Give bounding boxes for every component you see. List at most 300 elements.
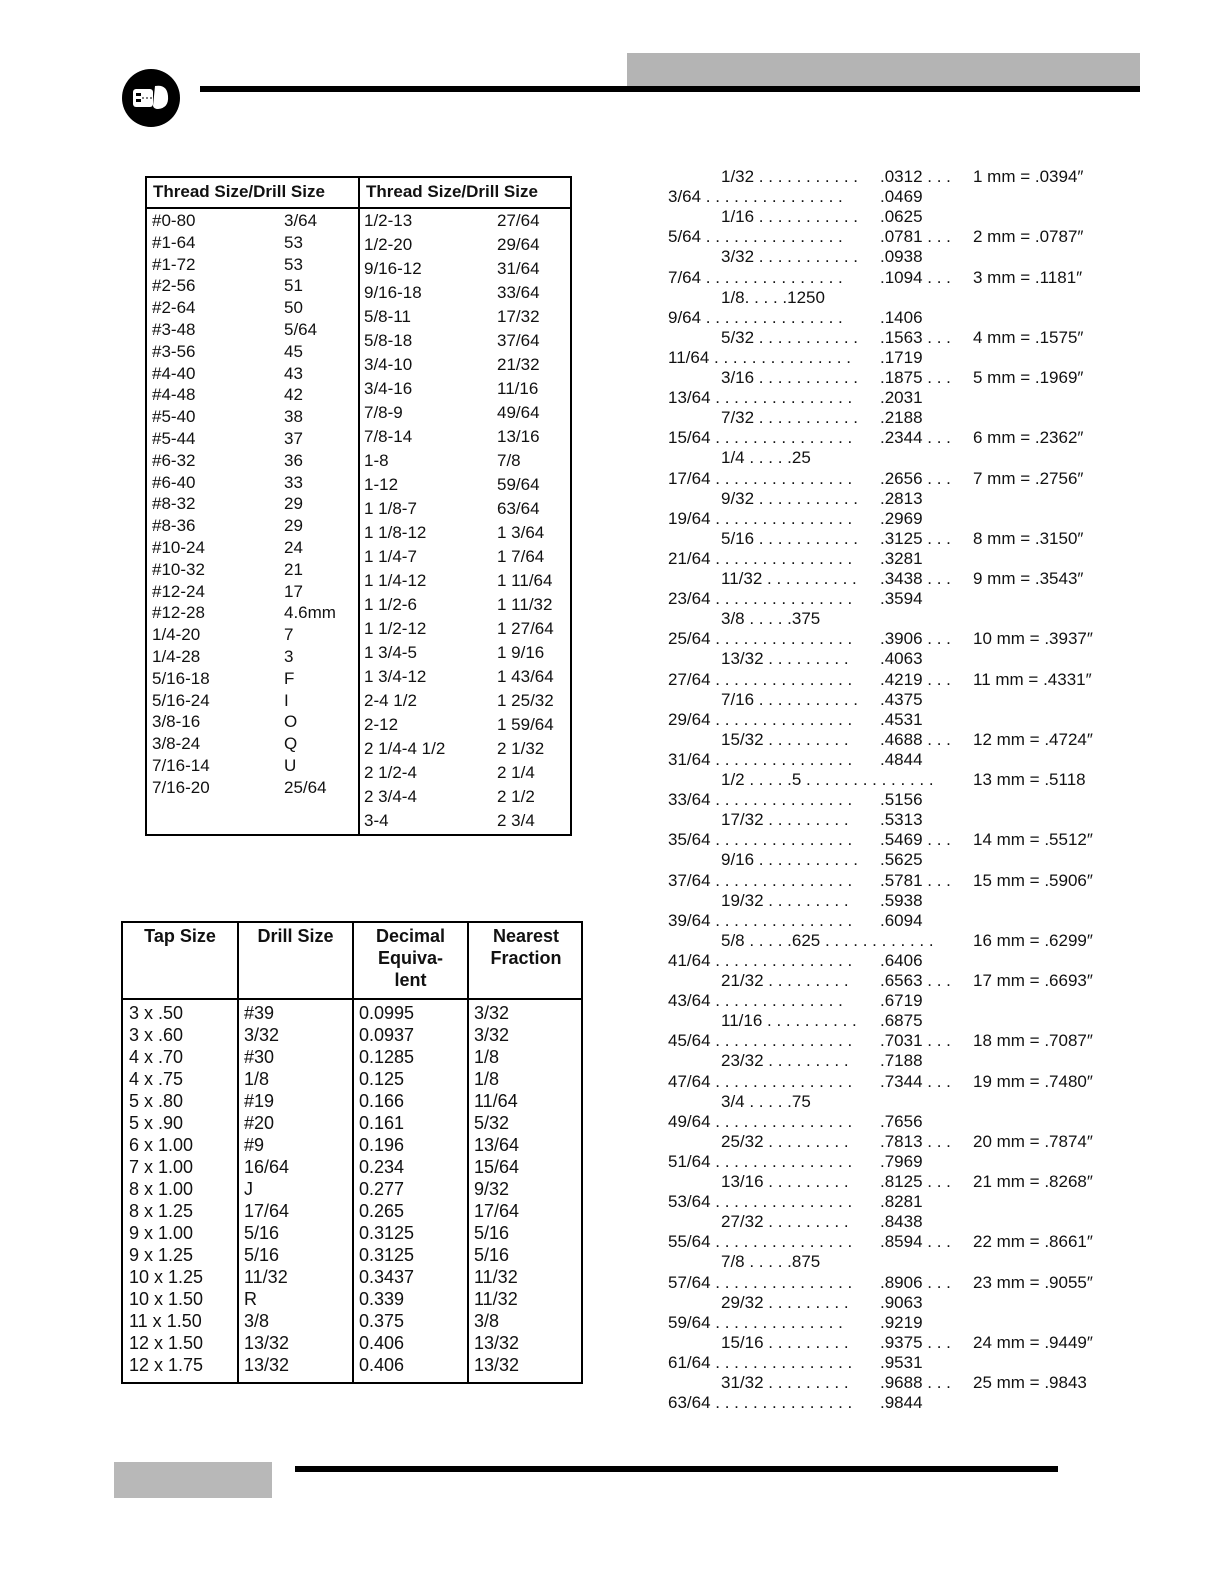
drill-size: 3/64 [284,211,318,230]
list-item [0,1373,1120,1393]
metric-equivalent: 11 mm = .4331″ [973,669,1092,689]
drill-size: 1 7/64 [497,547,545,566]
list-item [0,1112,1120,1132]
fraction-64th: 29/64 . . . . . . . . . . . . . . . [668,709,853,729]
decimal-value: .1094 . . . [880,267,951,287]
decimal-value: .7813 . . . [880,1131,951,1151]
decimal-equivalent: 0.0937 [359,1025,415,1045]
decimal-value: .5781 . . . [880,870,951,890]
list-item [0,1252,1120,1272]
fraction-64th: 51/64 . . . . . . . . . . . . . . . [668,1151,853,1171]
drill-size: 37 [284,429,303,448]
list-item [0,408,1120,428]
decimal-value: .4375 [880,689,923,709]
list-item [0,288,1120,308]
decimal-value: .1406 [880,307,923,327]
fraction-64th: 47/64 . . . . . . . . . . . . . . . [668,1071,853,1091]
thread-size: 1-12 [364,475,399,494]
fraction-major: 11/16 . . . . . . . . . . [721,1011,857,1031]
tap-size: 9 x 1.00 [129,1223,194,1243]
drill-size: 1 3/64 [497,523,545,542]
thread-size: 1/2-20 [364,235,413,254]
decimal-value: .0469 [880,187,923,207]
decimal-value: .5625 [880,850,923,870]
header-decimal-line3: lent [394,970,427,990]
drill-size: 3 [284,647,294,666]
fraction-64th: 11/64 . . . . . . . . . . . . . . . [668,347,851,367]
decimal-value: .2656 . . . [880,468,951,488]
list-item [0,247,1120,267]
drill-size: F [284,668,295,688]
decimal-equivalent: 0.277 [359,1179,405,1199]
thread-size: 3-4 [364,811,389,830]
tap-size: 12 x 1.50 [129,1333,204,1353]
fraction-major: 1/32 . . . . . . . . . . . [721,167,858,186]
fraction-major: 11/32 . . . . . . . . . . [721,569,857,588]
metric-equivalent: 17 mm = .6693″ [973,971,1093,990]
fraction-major: 9/32 . . . . . . . . . . . [721,488,858,508]
decimal-value: .7344 . . . [880,1071,951,1091]
decimal-value: .8281 [880,1192,923,1212]
fraction-64th: 27/64 . . . . . . . . . . . . . . . [668,669,853,689]
drill-size: 36 [284,450,303,470]
drill-size: 1 11/64 [497,571,553,590]
metric-equivalent: 20 mm = .7874″ [973,1131,1093,1151]
fraction-64th: 37/64 . . . . . . . . . . . . . . . [668,870,853,890]
nearest-fraction: 1/8 [474,1047,500,1067]
list-item [0,609,1120,629]
list-item [0,649,1120,669]
drill-size: I [284,690,289,710]
decimal-value: .8438 [880,1212,923,1232]
metric-equivalent: 19 mm = .7480″ [973,1071,1093,1091]
fraction-major: 17/32 . . . . . . . . . [721,810,849,830]
list-item [0,1192,1120,1212]
list-item [0,1393,1120,1413]
drill-size: 2 1/4 [497,763,535,782]
list-item [0,830,1120,850]
tap-size: 10 x 1.25 [129,1267,204,1287]
decimal-value: .9375 . . . [880,1332,951,1352]
thread-size: 1 1/8-12 [364,523,427,542]
drill-size: 29 [284,516,303,536]
fraction-64th: 13/64 . . . . . . . . . . . . . . . [668,388,853,408]
drill-size: 42 [284,385,303,405]
nearest-fraction: 15/64 [474,1157,520,1177]
fraction-major: 1/4 . . . . .25 [721,448,811,468]
tap-size: 10 x 1.50 [129,1289,204,1309]
list-item [0,368,1120,388]
fraction-major: 25/32 . . . . . . . . . [721,1131,849,1151]
decimal-value: .3438 . . . [880,569,951,588]
list-item [0,1152,1120,1172]
metric-equivalent: 6 mm = .2362″ [973,428,1084,448]
decimal-value: .3594 [880,589,923,609]
thread-size: 5/8-11 [364,307,411,326]
metric-equivalent: 4 mm = .1575″ [973,327,1084,347]
list-item [0,1072,1120,1092]
fraction-major: 5/16 . . . . . . . . . . . [721,528,858,548]
thread-size: 2 3/4-4 [364,787,417,806]
header-nearest-line2: Fraction [490,948,562,968]
nearest-fraction: 13/32 [474,1333,520,1353]
fraction-64th: 9/64 . . . . . . . . . . . . . . . [668,307,843,327]
decimal-value: .0938 [880,247,923,267]
list-item [0,1172,1120,1192]
drill-size: Q [284,734,298,754]
drill-size: 2 3/4 [497,811,535,830]
decimal-value: .0625 [880,207,923,227]
thread-size: 9/16-12 [364,259,422,278]
tap-size: 3 x .50 [129,1003,184,1023]
metric-equivalent: 23 mm = .9055″ [973,1272,1093,1292]
tap-size: 4 x .70 [129,1047,184,1067]
fraction-64th: 7/64 . . . . . . . . . . . . . . . [668,267,843,287]
fraction-64th: 59/64 . . . . . . . . . . . . . . [668,1312,843,1332]
decimal-value: .8906 . . . [880,1272,951,1292]
list-item [0,1232,1120,1252]
drill-size: 1 11/32 [497,595,553,614]
fraction-major: 5/32 . . . . . . . . . . . [721,327,858,347]
list-item [0,489,1120,509]
fraction-major: 19/32 . . . . . . . . . [721,890,849,910]
drill-size: 3/32 [244,1025,280,1045]
list-item [0,1011,1120,1031]
thread-size: #8-36 [152,516,196,536]
drill-size: #30 [244,1047,275,1067]
drill-size: 33 [284,472,303,492]
decimal-value: .2188 [880,408,923,428]
fraction-64th: 35/64 . . . . . . . . . . . . . . . [668,830,853,850]
list-item [0,388,1120,408]
metric-equivalent: 25 mm = .9843 [973,1373,1087,1392]
thread-size: 7/8-14 [364,427,413,446]
drill-size: 1 43/64 [497,667,554,686]
fraction-major: 13/16 . . . . . . . . . [721,1172,849,1191]
thread-size: 1 1/4-12 [364,571,427,590]
nearest-fraction: 13/64 [474,1135,520,1155]
fraction-major: 27/32 . . . . . . . . . [721,1212,849,1232]
list-item [0,871,1120,891]
thread-size: #0-80 [152,211,196,230]
drill-size: 1 9/16 [497,643,545,662]
decimal-value: .9844 [880,1393,923,1413]
list-item [0,810,1120,830]
decimal-value: .6563 . . . [880,971,951,990]
fraction-major: 5/8 . . . . .625 . . . . . . . . . . . . [721,930,934,950]
metric-equivalent: 8 mm = .3150″ [973,528,1084,548]
list-item [0,931,1120,951]
decimal-equivalent: 0.339 [359,1289,405,1309]
list-item [0,509,1120,529]
header-decimal-line2: Equiva- [377,948,443,968]
tap-size: 8 x 1.00 [129,1179,194,1199]
fraction-64th: 57/64 . . . . . . . . . . . . . . . [668,1272,853,1292]
drill-size: 59/64 [497,475,540,494]
list-item [0,629,1120,649]
tap-size: 5 x .80 [129,1091,184,1111]
drill-size: 13/32 [244,1355,290,1375]
list-item [0,529,1120,549]
thread-size: 3/4-10 [364,355,413,374]
metric-equivalent: 22 mm = .8661″ [973,1232,1093,1252]
tap-size: 5 x .90 [129,1113,184,1133]
drill-size: #9 [244,1135,265,1155]
list-item [0,730,1120,750]
drill-size: O [284,712,298,732]
fraction-64th: 39/64 . . . . . . . . . . . . . . . [668,910,853,930]
tap-size: 9 x 1.25 [129,1245,194,1265]
nearest-fraction: 3/32 [474,1003,510,1023]
metric-equivalent: 21 mm = .8268″ [973,1172,1093,1191]
thread-header-left: Thread Size/Drill Size [153,182,325,201]
metric-equivalent: 14 mm = .5512″ [973,830,1093,850]
drill-size: 5/16 [244,1245,280,1265]
decimal-value: .2031 [880,388,923,408]
fraction-major: 13/32 . . . . . . . . . [721,649,849,669]
thread-size: #4-48 [152,385,196,405]
drill-size: #39 [244,1003,275,1023]
nearest-fraction: 3/8 [474,1311,500,1331]
drill-size: 11/16 [497,379,539,398]
thread-size: 1/2-13 [364,211,413,230]
list-item [0,690,1120,710]
list-item [0,770,1120,790]
decimal-equivalent: 0.125 [359,1069,405,1089]
decimal-value: .7031 . . . [880,1031,951,1051]
list-item [0,268,1120,288]
decimal-equivalent: 0.196 [359,1135,405,1155]
thread-size: 7/8-9 [364,403,403,422]
thread-size: 7/16-20 [152,777,210,797]
metric-equivalent: 12 mm = .4724″ [973,729,1093,749]
drill-size: 17/64 [244,1201,290,1221]
tap-size: 11 x 1.50 [129,1311,202,1331]
nearest-fraction: 11/64 [474,1091,518,1111]
fraction-major: 31/32 . . . . . . . . . [721,1373,849,1392]
decimal-value: .4531 [880,709,923,729]
decimal-equivalent: 0.161 [359,1113,405,1133]
fraction-major: 7/16 . . . . . . . . . . . [721,689,858,709]
drill-size: 16/64 [244,1157,290,1177]
list-item [0,448,1120,468]
drill-size: 13/16 [497,427,540,446]
thread-header-right: Thread Size/Drill Size [366,182,538,201]
decimal-equivalent: 0.265 [359,1201,405,1221]
thread-size: #2-56 [152,276,196,296]
decimal-value: .5156 [880,790,923,810]
drill-size: R [244,1289,257,1309]
fraction-major: 1/2 . . . . .5 . . . . . . . . . . . . . . [721,770,934,789]
drill-size: 13/32 [244,1333,290,1353]
header-drill-size: Drill Size [257,926,334,946]
decimal-value: .8594 . . . [880,1232,951,1252]
metric-equivalent: 5 mm = .1969″ [973,368,1084,387]
fraction-major: 1/8. . . . .1250 [721,287,825,307]
decimal-equivalent: 0.406 [359,1333,405,1353]
list-item [0,750,1120,770]
fraction-64th: 17/64 . . . . . . . . . . . . . . . [668,468,853,488]
list-item [0,1092,1120,1112]
fraction-major: 3/8 . . . . .375 [721,609,821,629]
thread-size: 1 1/4-7 [364,547,417,566]
drill-size: 2 1/2 [497,787,535,806]
thread-size: #10-32 [152,559,205,579]
fraction-major: 23/32 . . . . . . . . . [721,1051,849,1071]
decimal-value: .9063 [880,1292,923,1312]
footer-gray-bar [114,1462,272,1498]
decimal-value: .3281 [880,548,923,568]
fraction-major: 3/32 . . . . . . . . . . . [721,247,858,267]
list-item [0,991,1120,1011]
decimal-equivalent: 0.1285 [359,1047,415,1067]
nearest-fraction: 17/64 [474,1201,520,1221]
thread-size: 1 1/8-7 [364,499,417,518]
thread-size: 3/4-16 [364,379,413,398]
nearest-fraction: 3/32 [474,1025,510,1045]
drill-size: 7 [284,625,294,645]
list-item [0,1333,1120,1353]
drill-size: 63/64 [497,499,540,518]
thread-size: #10-24 [152,538,205,557]
header-nearest-line1: Nearest [492,926,560,946]
nearest-fraction: 9/32 [474,1179,510,1199]
list-item [0,710,1120,730]
decimal-value: .9688 . . . [880,1373,951,1392]
decimal-equivalent: 0.3125 [359,1223,415,1243]
list-item [0,891,1120,911]
thread-size: #4-40 [152,363,196,383]
drill-size: 45 [284,341,303,361]
thread-size: #5-40 [152,407,196,427]
thread-size: 1/4-20 [152,625,201,645]
thread-size: #3-48 [152,320,196,339]
drill-size: U [284,756,297,775]
decimal-equivalent: 0.3125 [359,1245,415,1265]
decimal-value: .7969 [880,1151,923,1171]
drill-size: 1/8 [244,1069,270,1089]
thread-size: 2-12 [364,715,399,734]
decimal-value: .4844 [880,749,923,769]
thread-size: 1 3/4-5 [364,643,417,662]
decimal-value: .5938 [880,890,923,910]
metric-equivalent: 16 mm = .6299″ [973,930,1093,950]
fraction-major: 15/16 . . . . . . . . . [721,1332,849,1352]
thread-size: 9/16-18 [364,283,422,302]
drill-size: 25/64 [284,777,327,797]
decimal-value: .6094 [880,910,923,930]
drill-size: #20 [244,1113,275,1133]
list-item [0,167,1120,187]
decimal-value: .6406 [880,950,923,970]
list-item [0,207,1120,227]
fraction-64th: 33/64 . . . . . . . . . . . . . . . [668,790,853,810]
list-item [0,1293,1120,1313]
tap-size: 12 x 1.75 [129,1355,204,1375]
decimal-value: .2969 [880,508,923,528]
thread-size: 2 1/2-4 [364,763,417,782]
nearest-fraction: 5/32 [474,1113,510,1133]
drill-size: 38 [284,407,303,427]
fraction-major: 15/32 . . . . . . . . . [721,729,849,749]
drill-size: 21/32 [497,355,540,374]
fraction-major: 21/32 . . . . . . . . . [721,971,849,990]
thread-size: 2 1/4-4 1/2 [364,739,446,758]
thread-size: 1-8 [364,451,389,470]
decimal-value: .7656 [880,1111,923,1131]
list-item [0,469,1120,489]
tools-icon [122,69,180,127]
fraction-major: 29/32 . . . . . . . . . [721,1292,849,1312]
fraction-64th: 41/64 . . . . . . . . . . . . . . . [668,950,853,970]
thread-size: 1/4-28 [152,647,201,666]
thread-size: #6-32 [152,450,196,470]
list-item [0,1313,1120,1333]
list-item [0,227,1120,247]
metric-equivalent: 24 mm = .9449″ [973,1332,1093,1352]
list-item [0,790,1120,810]
drill-size: 3/8 [244,1311,270,1331]
list-item [0,911,1120,931]
decimal-value: .5469 . . . [880,830,951,850]
thread-size: #12-28 [152,603,205,623]
fraction-major: 9/16 . . . . . . . . . . . [721,850,858,870]
fraction-64th: 49/64 . . . . . . . . . . . . . . . [668,1111,853,1131]
list-item [0,1132,1120,1152]
nearest-fraction: 5/16 [474,1245,510,1265]
list-item [0,971,1120,991]
drill-size: 5/16 [244,1223,280,1243]
drill-size: 31/64 [497,259,540,278]
decimal-value: .9219 [880,1312,923,1332]
metric-equivalent: 18 mm = .7087″ [973,1031,1093,1051]
list-item [0,589,1120,609]
decimal-equivalent: 0.0995 [359,1003,415,1023]
metric-equivalent: 15 mm = .5906″ [973,870,1093,890]
drill-size: 53 [284,254,303,274]
thread-size: #12-24 [152,581,205,601]
list-item [0,1212,1120,1232]
decimal-equivalent: 0.3437 [359,1267,415,1287]
fraction-64th: 3/64 . . . . . . . . . . . . . . . [668,187,843,207]
drill-size: 5/64 [284,320,318,339]
nearest-fraction: 13/32 [474,1355,520,1375]
drill-size: 1 25/32 [497,691,554,710]
list-item [0,308,1120,328]
list-item [0,428,1120,448]
decimal-value: .8125 . . . [880,1172,951,1191]
thread-size: 5/16-24 [152,690,210,710]
thread-size: 5/8-18 [364,331,413,350]
drill-size: 2 1/32 [497,739,545,758]
metric-equivalent: 3 mm = .1181″ [973,267,1083,287]
drill-size: 11/32 [244,1267,288,1287]
fraction-64th: 31/64 . . . . . . . . . . . . . . . [668,749,853,769]
nearest-fraction: 11/32 [474,1289,518,1309]
decimal-value: .0312 . . . [880,167,951,186]
fraction-64th: 15/64 . . . . . . . . . . . . . . . [668,428,853,448]
list-item [0,670,1120,690]
fraction-64th: 61/64 . . . . . . . . . . . . . . . [668,1352,853,1372]
tap-size: 3 x .60 [129,1025,184,1045]
drill-size: 4.6mm [284,603,336,623]
metric-equivalent: 1 mm = .0394″ [973,167,1084,186]
thread-size: 3/8-16 [152,712,201,732]
list-item [0,951,1120,971]
drill-size: 7/8 [497,451,521,470]
decimal-equivalent: 0.375 [359,1311,405,1331]
drill-size: 43 [284,363,303,383]
